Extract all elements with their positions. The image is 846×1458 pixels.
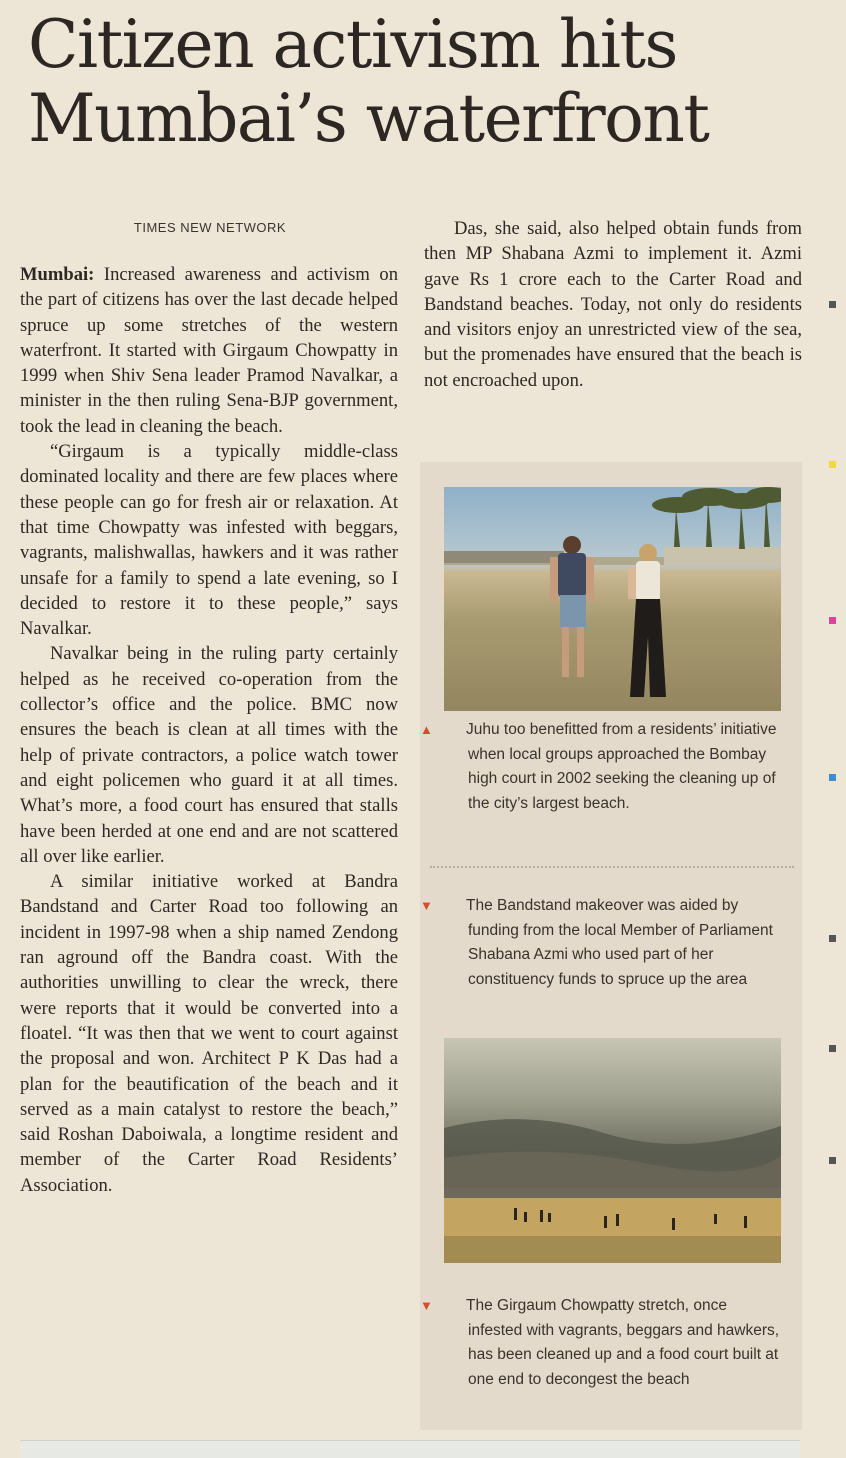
- triangle-up-icon: ▲: [420, 722, 433, 737]
- article-paragraph: “Girgaum is a typically middle-class dominated locality and there are few places where these people can go for fresh air or relaxation. At that time Chowpatty was infested with beggars, vagrants, malishwallas, hawkers and it was rather unsafe for a family to spend a late evening, so I decided to restore it to these people,” says Navalkar.: [20, 441, 398, 640]
- article-paragraph: Navalkar being in the ruling party certainly helped as he received co-operation from the collector’s office and the police. BMC now ensures the beach is clean at all times with the help of private contractors, a police watch tower and eight policemen who guard it at all times. What’s more, a food court has ensured that stalls have been herded at one end and are not scattered all over like earlier.: [20, 643, 398, 867]
- registration-mark: [829, 1157, 836, 1164]
- byline: TIMES NEW NETWORK: [133, 220, 287, 235]
- registration-mark: [829, 935, 836, 942]
- headline: Citizen activism hits Mumbai’s waterfront: [28, 6, 709, 157]
- article-column-right: [424, 216, 802, 393]
- bottom-strip: [20, 1440, 800, 1458]
- dateline: Mumbai:: [20, 264, 95, 285]
- caption-bandstand: [420, 894, 784, 992]
- caption-text: Juhu too benefitted from a residents’ initiative when local groups approached the Bombay high court in 2002 seeking the cleaning up of the city’s largest beach.: [466, 721, 777, 812]
- caption-text: The Girgaum Chowpatty stretch, once infested with vagrants, beggars and hawkers, has been cleaned up and a food court built at one end to decongest the beach: [466, 1297, 780, 1388]
- beach-photo-illustration: [444, 487, 781, 711]
- registration-mark: [829, 461, 836, 468]
- registration-mark: [829, 617, 836, 624]
- photo-beach-crowd-at-sunset: [444, 1038, 781, 1263]
- caption-text: The Bandstand makeover was aided by funding from the local Member of Parliament Shabana Azmi who used part of her constituency funds to spruce up the area: [466, 897, 773, 988]
- photo-couple-walking-on-beach: [444, 487, 781, 711]
- divider: [430, 866, 794, 868]
- article-column-left: [20, 262, 398, 1198]
- article-paragraph: Das, she said, also helped obtain funds from then MP Shabana Azmi to implement it. Azmi gave Rs 1 crore each to the Carter Road and Bandstand beaches. Today, not only do residents and visitors enjoy an unrestricted view of the sea, but the promenades have ensured that the beach is not encroached upon.: [424, 218, 802, 391]
- triangle-down-icon: ▼: [420, 1298, 433, 1313]
- caption-juhu: [420, 718, 784, 816]
- crowd-photo-illustration: [444, 1038, 781, 1263]
- registration-mark: [829, 301, 836, 308]
- registration-mark: [829, 1045, 836, 1052]
- paragraph-text: Increased awareness and activism on the part of citizens has over the last decade helped spruce up some stretches of the western waterfront. It started with Girgaum Chowpatty in 1999 when Shiv Sena leader Pramod Navalkar, a minister in the then ruling Sena-BJP government, took the lead in cleaning the beach.: [20, 264, 398, 437]
- article-paragraph: [20, 262, 398, 439]
- triangle-down-icon: ▼: [420, 898, 433, 913]
- registration-mark: [829, 774, 836, 781]
- article-paragraph: A similar initiative worked at Bandra Bandstand and Carter Road too following an incident in 1997-98 when a ship named Zendong ran aground off the Bandra coast. With the authorities unwilling to clear the wreck, there were reports that it would be converted into a floatel. “It was then that we went to court against the proposal and won. Architect P K Das had a plan for the beautification of the beach and it served as a main catalyst to restore the beach,” said Roshan Daboiwala, a longtime resident and member of the Carter Road Residents’ Association.: [20, 871, 398, 1196]
- caption-girgaum: [420, 1294, 784, 1392]
